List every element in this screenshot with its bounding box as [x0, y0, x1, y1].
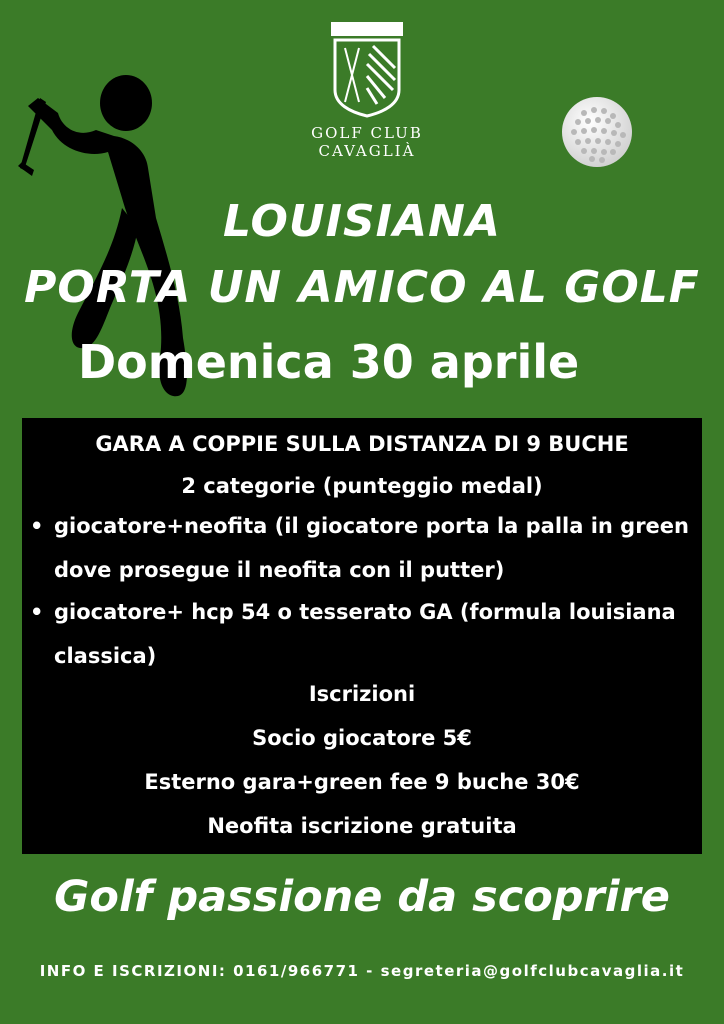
bullet-icon: •	[30, 600, 44, 624]
golf-club-logo	[302, 20, 432, 160]
title-line-1: LOUISIANA	[223, 196, 501, 247]
slogan: Golf passione da scoprire	[54, 872, 670, 922]
fee-item: Socio giocatore 5€	[252, 726, 472, 750]
title-line-2: PORTA UN AMICO AL GOLF	[24, 262, 700, 313]
bullet-text: giocatore+neofita (il giocatore porta la palla in green dove prosegue il neofita con il putter)	[54, 514, 689, 582]
fees-title: Iscrizioni	[308, 682, 416, 706]
event-date: Domenica 30 aprile	[78, 335, 580, 389]
details-categories: 2 categorie (punteggio medal)	[181, 474, 543, 498]
fee-item: Neofita iscrizione gratuita	[207, 814, 517, 838]
bullet-icon: •	[30, 514, 44, 538]
logo-line-2: CAVAGLIÀ	[318, 142, 416, 160]
fee-item: Esterno gara+green fee 9 buche 30€	[144, 770, 580, 794]
golf-ball-icon	[560, 95, 634, 169]
list-item	[30, 590, 690, 678]
logo-line-1: GOLF CLUB	[311, 124, 423, 142]
bullet-text: giocatore+ hcp 54 o tesserato GA (formula louisiana classica)	[54, 600, 676, 668]
contact-info: INFO E ISCRIZIONI: 0161/966771 - segreteria@golfclubcavaglia.it	[39, 962, 685, 980]
golf-club-crest-icon	[329, 20, 405, 120]
details-box	[22, 418, 702, 854]
list-item	[30, 504, 690, 592]
details-heading: GARA A COPPIE SULLA DISTANZA DI 9 BUCHE	[95, 432, 629, 456]
